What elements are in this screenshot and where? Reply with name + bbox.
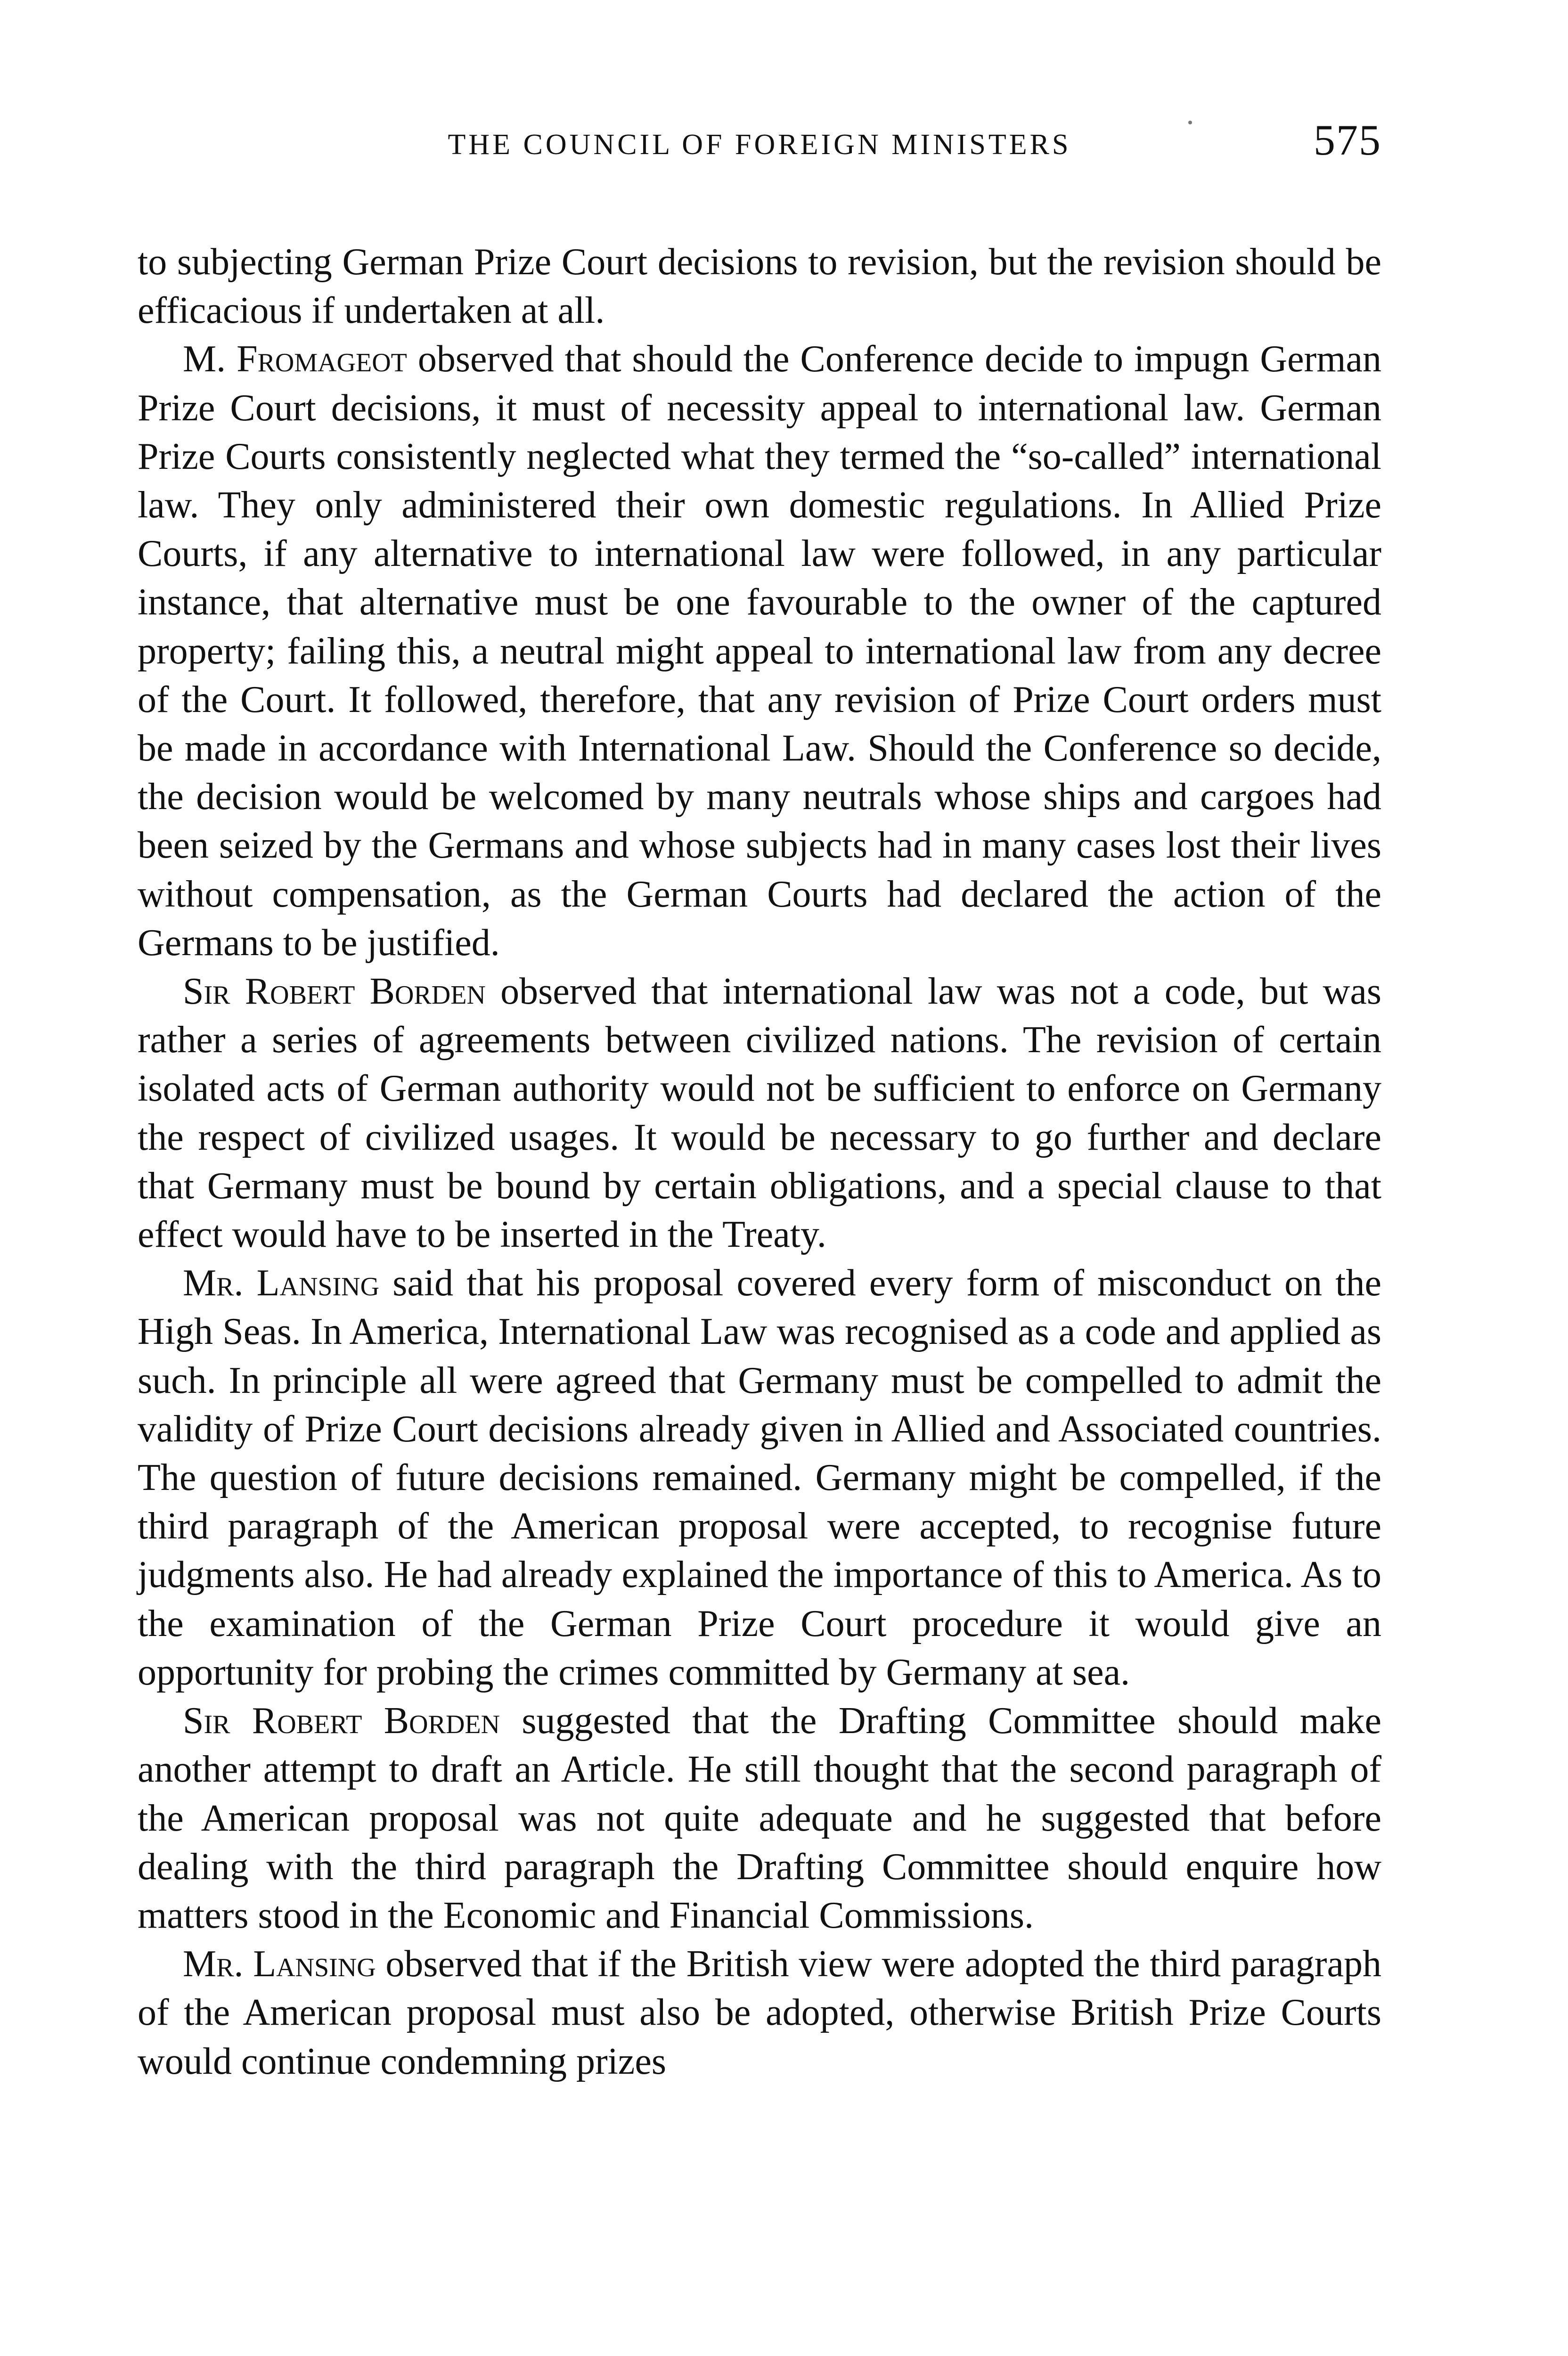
paragraph-text: observed that should the Conference decide to impugn German Prize Court decisions, it must of necessity appeal to international law. German Prize Courts consistently neglected what they termed the “so-called” international law. They only administered their own domestic regulations. In Allied Prize Courts, if any alternative to international law were followed, in any particular instance, that alternative must be one favourable to the owner of the captured property; failing this, a neutral might appeal to international law from any decree of the Court. It followed, therefore, that any revision of Prize Court orders must be made in accordance with International Law. Should the Conference so decide, the decision would be welcomed by many neutrals whose ships and cargoes had been seized by the Germans and whose subjects had in many cases lost their lives without compensation, as the German Courts had declared the action of the Germans to be justified. [138, 338, 1382, 964]
body-text [138, 238, 1381, 2086]
paragraph-text: suggested that the Drafting Committee should make another attempt to draft an Article. He still thought that the second paragraph of the American proposal was not quite adequate and he suggested that before dealing with the third paragraph the Drafting Committee should enquire how matters stood in the Economic and Financial Commissions. [138, 1700, 1381, 1936]
paragraph-borden-2 [138, 1697, 1381, 1940]
paragraph-fromageot [138, 335, 1381, 967]
page-number: 575 [1314, 116, 1381, 164]
paragraph-text: observed that if the British view were adopted the third paragraph of the American proposal must also be adopted, otherwise British Prize Courts would continue condemning prizes [138, 1943, 1381, 2082]
paragraph-borden-1 [138, 967, 1381, 1259]
running-title: THE COUNCIL OF FOREIGN MINISTERS [448, 129, 1071, 161]
speaker-name: Mr. Lansing [183, 1943, 376, 1985]
paragraph-continuation [138, 238, 1381, 335]
scan-speck-top [1188, 121, 1192, 124]
paragraph-text: said that his proposal covered every form of misconduct on the High Seas. In America, International Law was recognised as a code and applied as such. In principle all were agreed that Germany must be compelled to admit the validity of Prize Court decisions already given in Allied and Associated countries. The question of future decisions remained. Germany might be compelled, if the third paragraph of the American proposal were accepted, to recognise future judgments also. He had already explained the importance of this to America. As to the examination of the German Prize Court procedure it would give an opportunity for probing the crimes committed by Germany at sea. [138, 1262, 1381, 1693]
paragraph-text: observed that international law was not a code, but was rather a series of agreements between civilized nations. The revision of certain isolated acts of German authority would not be sufficient to enforce on Germany the respect of civilized usages. It would be necessary to go further and declare that Germany must be bound by certain obligations, and a special clause to that effect would have to be inserted in the Treaty. [138, 971, 1382, 1256]
page-header [138, 111, 1381, 163]
paragraph-lansing-2 [138, 1940, 1381, 2086]
speaker-name: Sir Robert Borden [183, 971, 486, 1013]
speaker-name: Mr. Lansing [183, 1262, 380, 1304]
paragraph-lansing-1 [138, 1259, 1381, 1697]
speaker-name: M. Fromageot [183, 338, 407, 380]
speaker-name: Sir Robert Borden [183, 1700, 500, 1742]
paragraph-text: to subjecting German Prize Court decisions to revision, but the revision should be efficacious if undertaken at all. [138, 241, 1381, 332]
